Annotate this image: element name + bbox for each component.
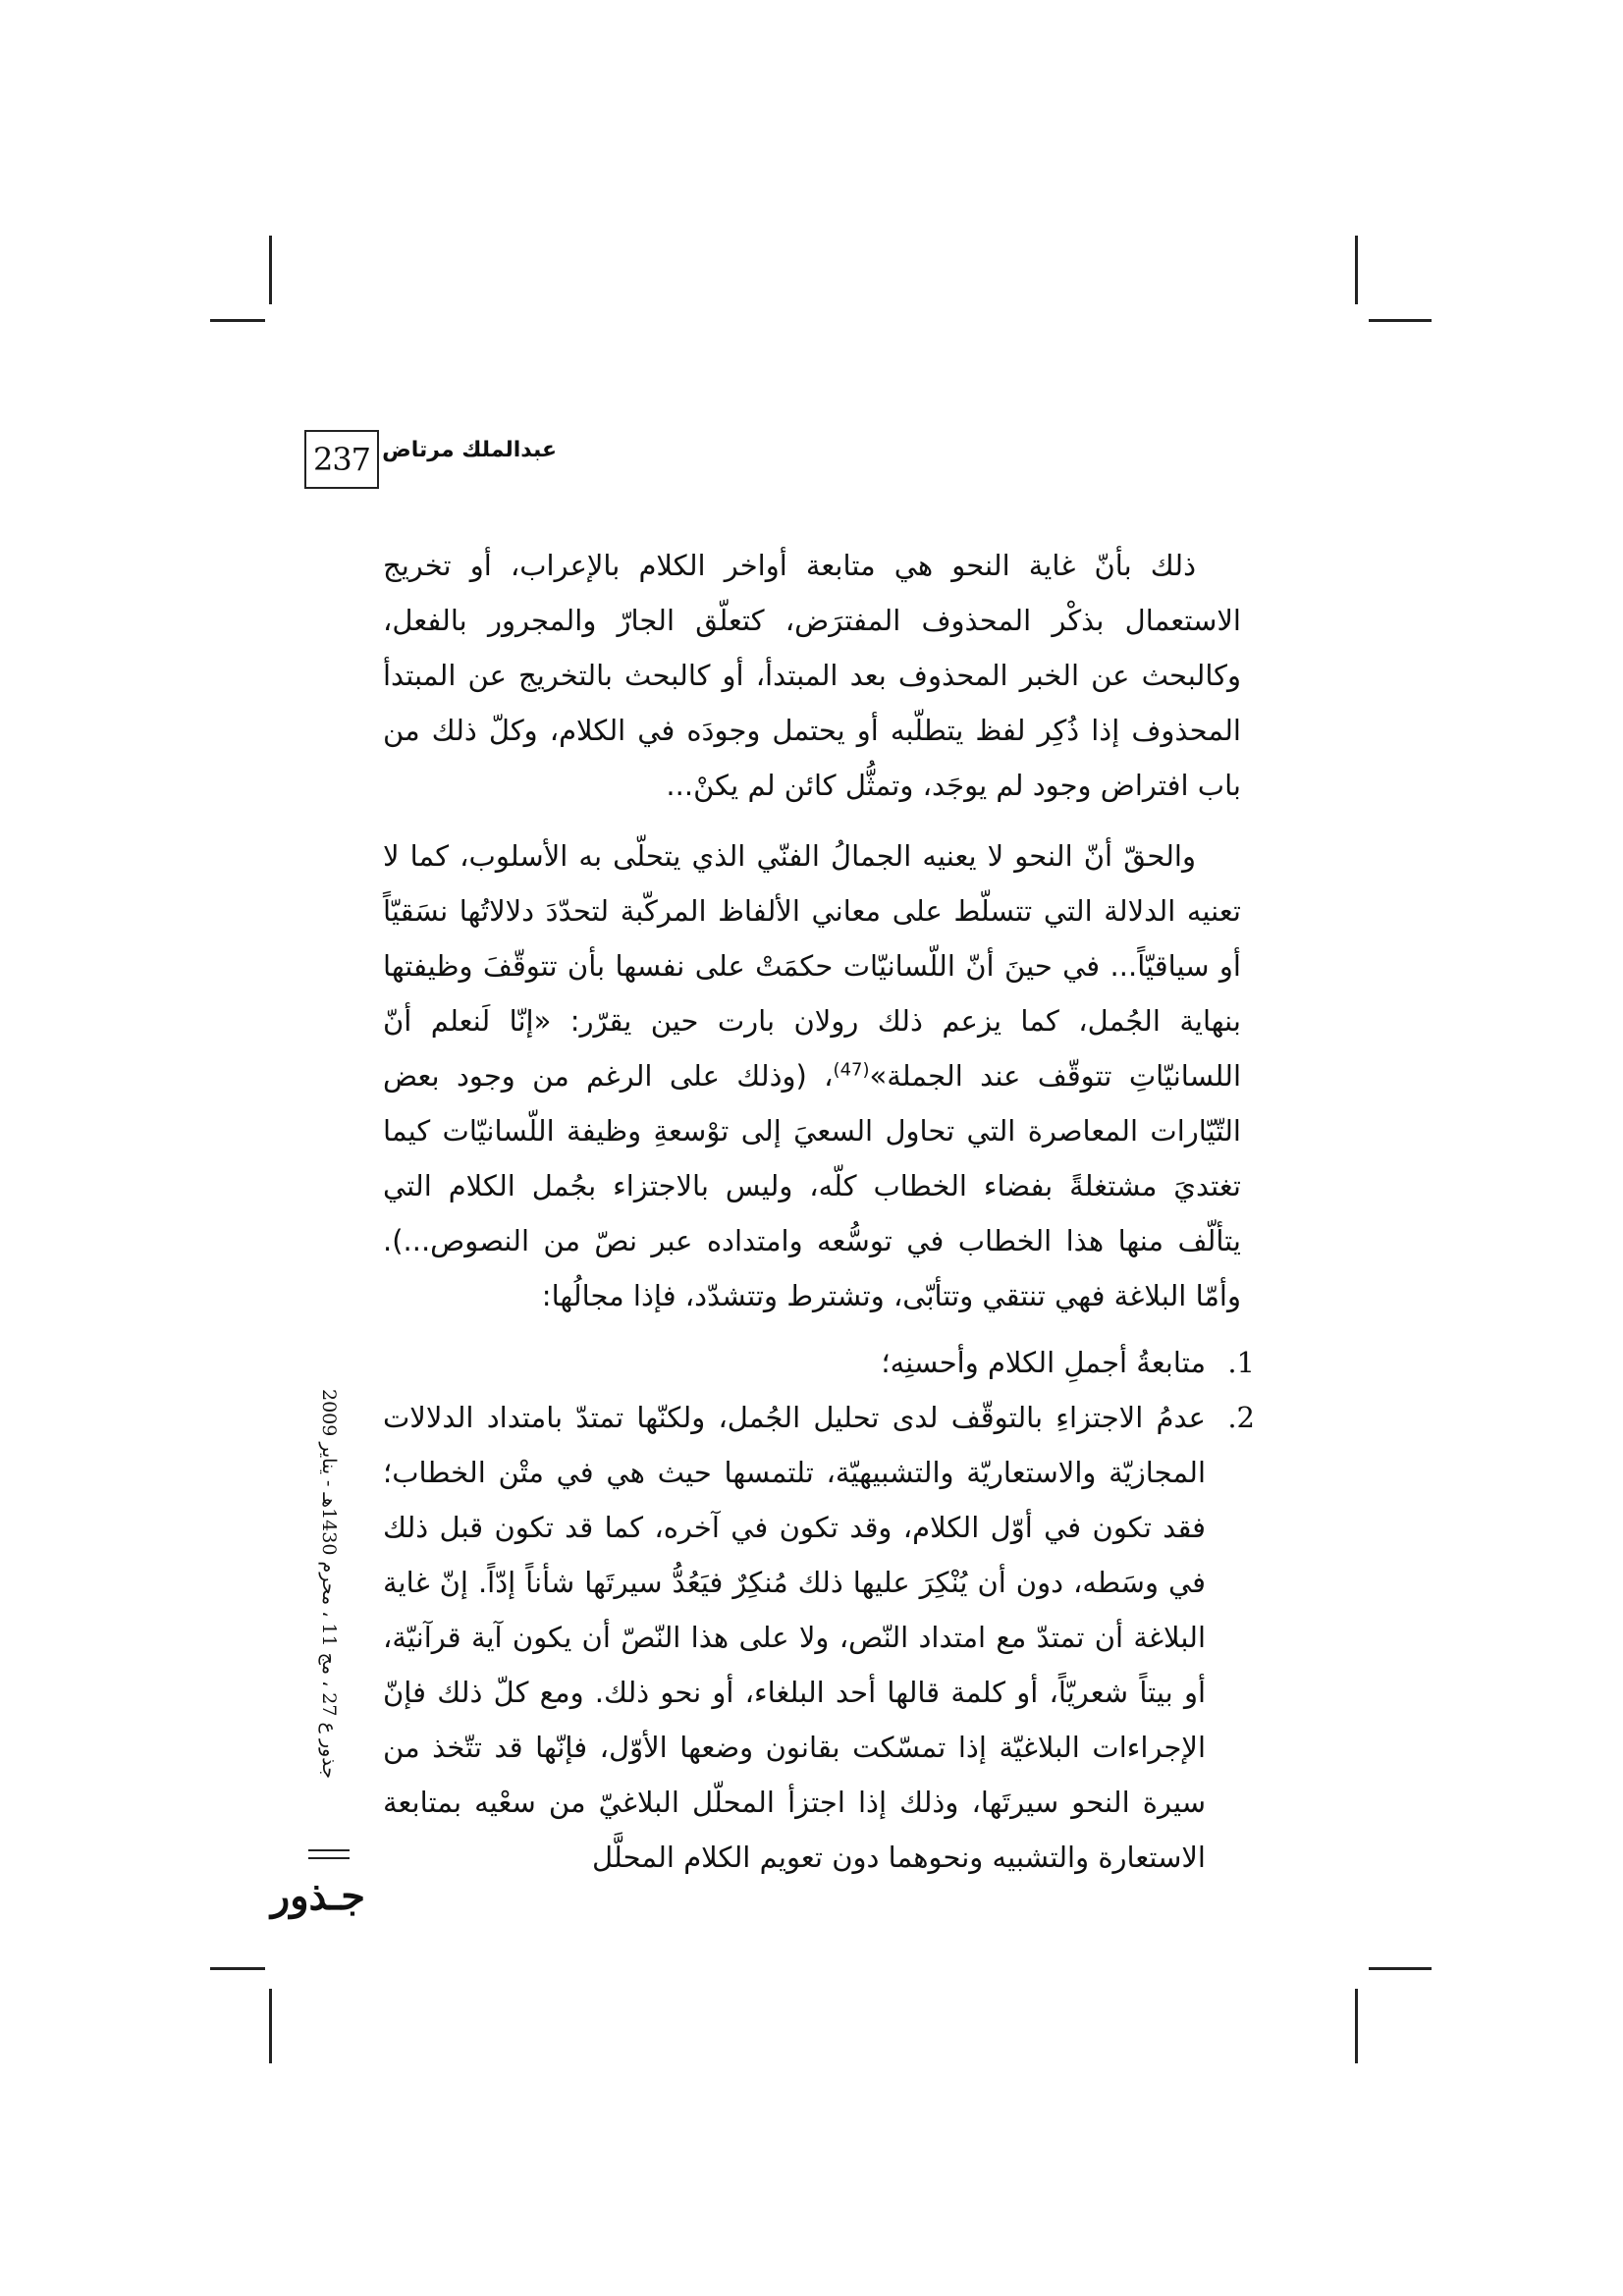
paragraph-2 (383, 828, 1241, 1323)
crop-mark-top-right-horizontal (1369, 319, 1432, 322)
list-item-text: عدمُ الاجتزاءِ بالتوقّف لدى تحليل الجُمل، ولكنّها تمتدّ بامتداد الدلالات المجازيّة والاستعاريّة والتشبيهيّة، تلتمسها حيث هي في متْن الخطاب؛ فقد تكون في أوّل الكلام، وقد تكون في آخره، كما قد تكون قبل ذلك في وسَطه، دون أن يُنْكِرَ عليها ذلك مُنكِرٌ فيَعُدُّ سيرتَها شأناً إدّاً. إنّ غاية البلاغة أن تمتدّ مع امتداد النّص، ولا على هذا النّصّ أن يكون آية قرآنيّة، أو بيتاً شعريّاً، أو كلمة قالها أحد البلغاء، أو نحو ذلك. ومع كلّ ذلك فإنّ الإجراءات البلاغيّة إذا تمسّكت بقانون وضعها الأوّل، فإنّها قد تتّخذ من سيرة النحو سيرتَها، وذلك إذا اجتزأ المحلّل البلاغيّ من سعْيه بمتابعة الاستعارة والتشبيه ونحوهما دون تعويم الكلام المحلَّل (383, 1401, 1206, 1874)
crop-mark-top-left-horizontal (210, 319, 265, 322)
journal-rule-upper (308, 1849, 350, 1851)
numbered-list (383, 1335, 1255, 1885)
footnote-reference: (47) (833, 1059, 870, 1081)
paragraph-1: ذلك بأنّ غاية النحو هي متابعة أواخر الكلام بالإعراب، أو تخريج الاستعمال بذكْر المحذوف المفترَض، كتعلّق الجارّ والمجرور بالفعل، وكالبحث عن الخبر المحذوف بعد المبتدأ، أو كالبحث بالتخريج عن المبتدأ المحذوف إذا ذُكِر لفظ يتطلّبه أو يحتمل وجودَه في الكلام، وكلّ ذلك من باب افتراض وجود لم يوجَد، وتمثُّل كائن لم يكنْ... (383, 549, 1241, 802)
body-text (383, 538, 1255, 1885)
crop-mark-top-right (1355, 236, 1358, 304)
running-head-author: عبدالملك مرتاض (382, 438, 557, 462)
crop-mark-bottom-left (269, 1989, 272, 2063)
journal-rule-lower (308, 1857, 350, 1859)
journal-logo: جـذور (270, 1873, 365, 1919)
crop-mark-bottom-right-horizontal (1369, 1967, 1432, 1970)
paragraph-2-text-after: ، (وذلك على الرغم من وجود بعض التّيّارات المعاصرة التي تحاول السعيَ إلى توْسعةِ وظيفة اللّسانيّات كيما تغتديَ مشتغلةً بفضاء الخطاب كلّه، وليس بالاجتزاء بجُمل الكلام التي يتألّف منها هذا الخطاب في توسُّعه وامتداده عبر نصّ من النصوص...). وأمّا البلاغة فهي تنتقي وتتأبّى، وتشترط وتتشدّد، فإذا مجالُها: (383, 1059, 1241, 1312)
list-item-number: 2. (1227, 1401, 1255, 1434)
page-number: 237 (304, 430, 379, 489)
list-item-text: متابعةُ أجملِ الكلام وأحسنِه؛ (881, 1346, 1206, 1379)
paragraph-2-text-before: والحقّ أنّ النحو لا يعنيه الجمالُ الفنّي الذي يتحلّى به الأسلوب، كما لا تعنيه الدلالة التي تتسلّط على معاني الألفاظ المركّبة لتحدّدَ دلالاتُها نسَقيّاً أو سياقيّاً... في حينَ أنّ اللّسانيّات حكمَتْ على نفسها بأن تتوقّفَ وظيفتها بنهاية الجُمل، كما يزعم ذلك رولان بارت حين يقرّر: «إنّا لَنعلم أنّ اللسانيّاتِ تتوقّف عند الجملة» (383, 839, 1242, 1093)
list-item (383, 1390, 1255, 1885)
crop-mark-bottom-right (1355, 1989, 1358, 2063)
crop-mark-bottom-left-horizontal (210, 1967, 265, 1970)
crop-mark-top-left (269, 236, 272, 304)
list-item-number: 1. (1227, 1346, 1255, 1379)
list-item (383, 1335, 1255, 1390)
journal-citation: جذور ع 27 ، مج 11 ، محرم 1430هـ - يناير 2009 (318, 1389, 340, 1779)
